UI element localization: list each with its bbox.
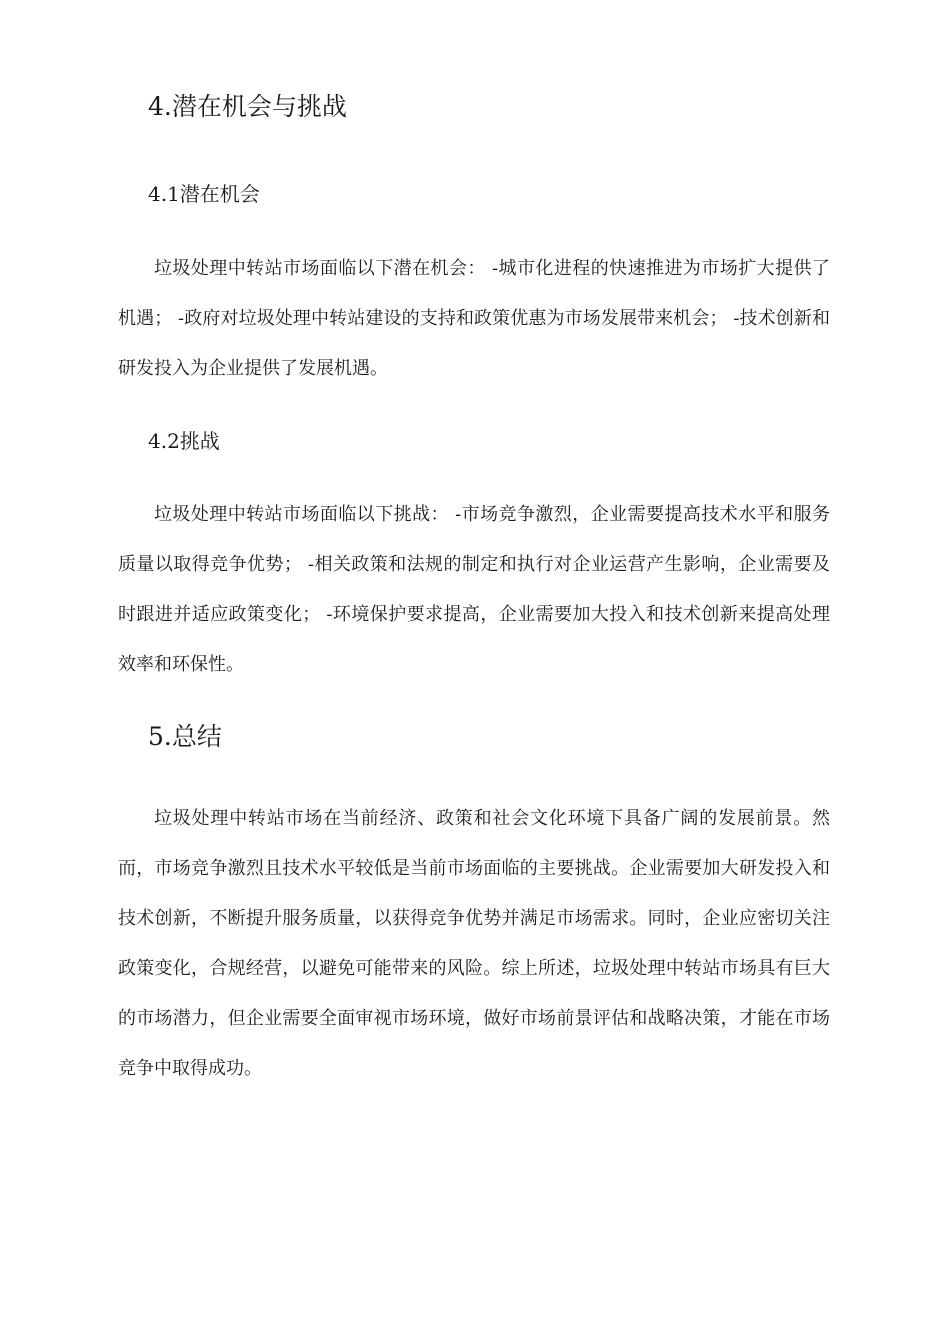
paragraph-challenges: 垃圾处理中转站市场面临以下挑战： -市场竞争激烈，企业需要提高技术水平和服务质量以取得竞争优势； -相关政策和法规的制定和执行对企业运营产生影响，企业需要及时跟进并适应政策变化； -环境保护要求提高，企业需要加大投入和技术创新来提高处理效率和环保性。 xyxy=(118,504,830,675)
paragraph-summary: 垃圾处理中转站市场在当前经济、政策和社会文化环境下具备广阔的发展前景。然而，市场竞争激烈且技术水平较低是当前市场面临的主要挑战。企业需要加大研发投入和技术创新，不断提升服务质量，以获得竞争优势并满足市场需求。同时，企业应密切关注政策变化，合规经营，以避免可能带来的风险。综上所述，垃圾处理中转站市场具有巨大的市场潜力，但企业需要全面审视市场环境，做好市场前景评估和战略决策，才能在市场竞争中取得成功。 xyxy=(118,808,830,1079)
subsection-heading-opportunities: 4.1潜在机会 xyxy=(148,182,260,206)
section-heading-opportunities-challenges: 4.潜在机会与挑战 xyxy=(148,92,347,121)
paragraph-opportunities: 垃圾处理中转站市场面临以下潜在机会： -城市化进程的快速推进为市场扩大提供了机遇； -政府对垃圾处理中转站建设的支持和政策优惠为市场发展带来机会； -技术创新和研发投入为企业提供了发展机遇。 xyxy=(118,258,830,379)
section-heading-summary: 5.总结 xyxy=(148,722,222,751)
subsection-heading-challenges: 4.2挑战 xyxy=(148,429,220,453)
